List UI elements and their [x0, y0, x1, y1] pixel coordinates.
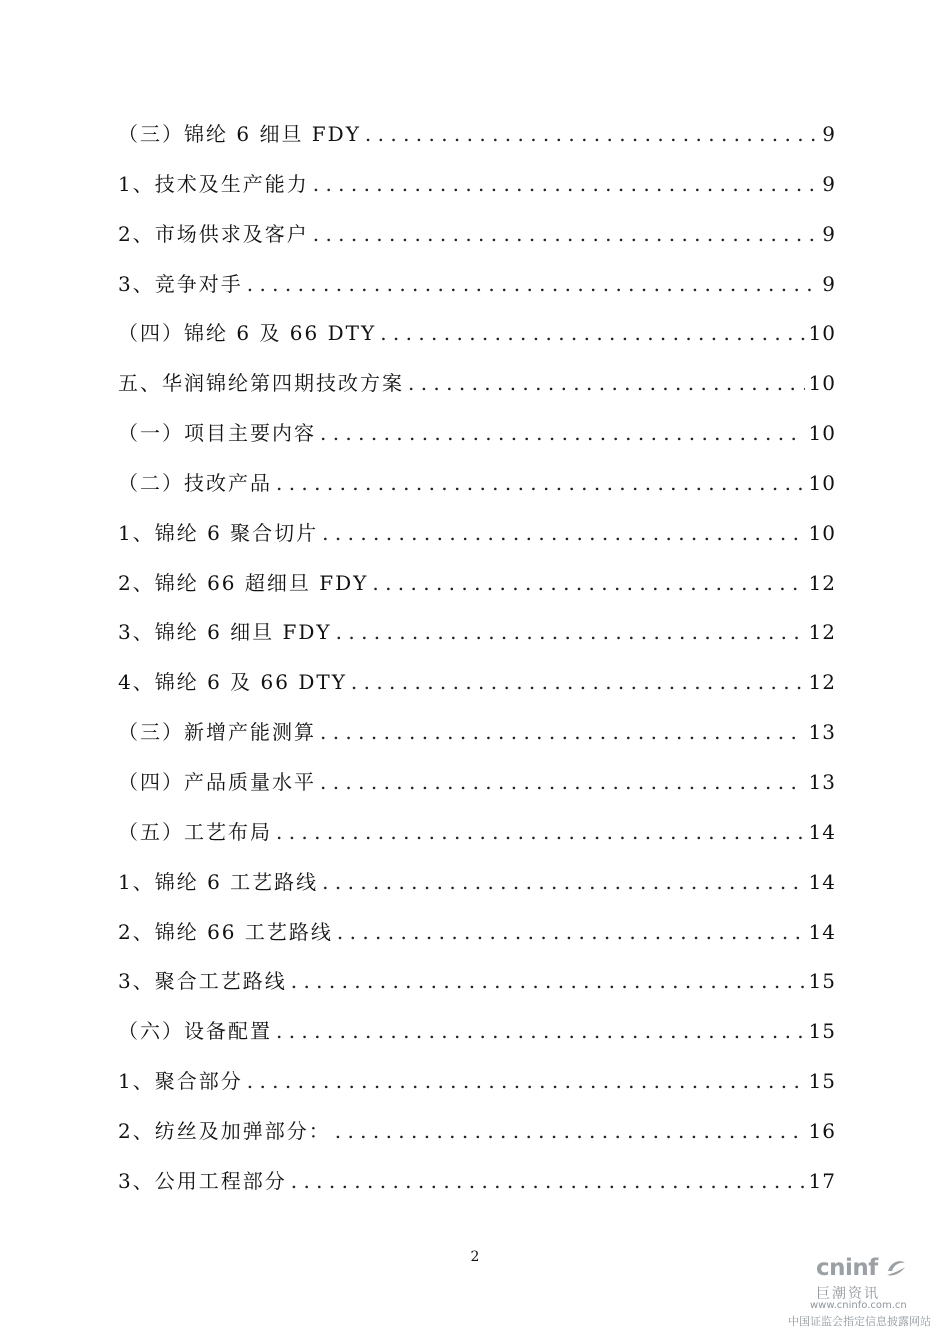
- toc-entry-title: 1、锦纶 6 聚合切片: [118, 520, 319, 545]
- toc-entry-title: 2、市场供求及客户: [118, 221, 309, 246]
- toc-entry[interactable]: [118, 608, 836, 658]
- toc-entry-page: 12: [808, 570, 836, 595]
- toc-entry-title: （六）设备配置: [118, 1019, 272, 1044]
- toc-dot-leader: [365, 110, 818, 160]
- toc-entry-title: （四）产品质量水平: [118, 769, 316, 794]
- watermark-logo-text: cninf: [816, 1255, 878, 1281]
- toc-entry-title: （三）锦纶 6 细旦 FDY: [118, 122, 361, 146]
- toc-entry-page: 10: [808, 321, 836, 346]
- toc-entry-page: 15: [808, 1019, 836, 1044]
- toc-entry-title: 1、聚合部分: [118, 1069, 243, 1094]
- toc-dot-leader: [372, 559, 804, 609]
- toc-entry-title: （一）项目主要内容: [118, 421, 316, 446]
- toc-entry[interactable]: [118, 409, 836, 459]
- toc-entry-title: 3、竞争对手: [118, 271, 243, 296]
- toc-dot-leader: [408, 359, 805, 409]
- toc-entry[interactable]: [118, 708, 836, 758]
- toc-entry-page: 15: [808, 969, 836, 994]
- watermark-name: 巨潮资讯: [816, 1286, 880, 1302]
- toc-entry[interactable]: [118, 509, 836, 559]
- toc-entry[interactable]: [118, 1107, 836, 1157]
- toc-dot-leader: [322, 509, 804, 559]
- toc-dot-leader: [247, 1057, 805, 1107]
- toc-entry-page: 17: [808, 1168, 836, 1193]
- toc-entry-page: 9: [822, 271, 836, 296]
- toc-dot-leader: [337, 908, 805, 958]
- toc-entry[interactable]: [118, 559, 836, 609]
- toc-entry-page: 9: [822, 221, 836, 246]
- toc-entry[interactable]: [118, 459, 836, 509]
- watermark-url: www.cninfo.com.cn: [810, 1300, 907, 1311]
- toc-entry[interactable]: [118, 858, 836, 908]
- toc-entry-title: （五）工艺布局: [118, 819, 272, 844]
- toc-dot-leader: [320, 708, 805, 758]
- toc-dot-leader: [320, 758, 805, 808]
- toc-entry-page: 9: [822, 171, 836, 196]
- toc-entry-title: 1、技术及生产能力: [118, 171, 309, 196]
- toc-dot-leader: [336, 608, 805, 658]
- toc-entry-title: 1、锦纶 6 工艺路线: [118, 869, 319, 894]
- toc-dot-leader: [313, 210, 819, 260]
- toc-entry-page: 10: [808, 520, 836, 545]
- cninfo-watermark: [780, 1255, 950, 1344]
- toc-dot-leader: [351, 658, 805, 708]
- toc-entry-page: 12: [808, 620, 836, 645]
- toc-entry-title: （三）新增产能测算: [118, 720, 316, 745]
- watermark-tagline: 中国证监会指定信息披露网站: [788, 1315, 931, 1328]
- toc-dot-leader: [276, 1007, 805, 1057]
- toc-entry[interactable]: [118, 110, 836, 160]
- toc-entry-page: 15: [808, 1069, 836, 1094]
- toc-entry-page: 13: [808, 720, 836, 745]
- toc-entry-title: 2、锦纶 66 超细旦 FDY: [118, 570, 369, 595]
- toc-dot-leader: [247, 260, 819, 310]
- toc-entry[interactable]: [118, 758, 836, 808]
- toc-entry-page: 13: [808, 769, 836, 794]
- toc-entry-title: 五、华润锦纶第四期技改方案: [118, 371, 404, 396]
- toc-entry[interactable]: [118, 908, 836, 958]
- toc-entry[interactable]: [118, 808, 836, 858]
- toc-entry-page: 9: [822, 122, 836, 146]
- toc-entry[interactable]: [118, 260, 836, 310]
- toc-dot-leader: [276, 459, 805, 509]
- toc-entry-page: 14: [808, 869, 836, 894]
- toc-entry[interactable]: [118, 1007, 836, 1057]
- toc-entry-title: 2、纺丝及加弹部分：: [118, 1118, 331, 1143]
- toc-entry[interactable]: [118, 160, 836, 210]
- toc-entry[interactable]: [118, 309, 836, 359]
- toc-entry[interactable]: [118, 1157, 836, 1207]
- toc-entry-page: 14: [808, 919, 836, 944]
- toc-entry-title: 4、锦纶 6 及 66 DTY: [118, 670, 347, 695]
- toc-dot-leader: [276, 808, 805, 858]
- toc-entry-page: 12: [808, 670, 836, 695]
- toc-entry[interactable]: [118, 1057, 836, 1107]
- toc-entry-title: 3、锦纶 6 细旦 FDY: [118, 620, 332, 645]
- toc-entry-title: 3、公用工程部分: [118, 1168, 287, 1193]
- page-number: 2: [470, 1249, 480, 1265]
- toc-entry-title: （四）锦纶 6 及 66 DTY: [118, 321, 377, 346]
- toc-dot-leader: [335, 1107, 805, 1157]
- swoosh-icon: [885, 1257, 907, 1279]
- toc-entry-title: 3、聚合工艺路线: [118, 969, 287, 994]
- toc-entry[interactable]: [118, 957, 836, 1007]
- toc-dot-leader: [313, 160, 819, 210]
- toc-entry-title: 2、锦纶 66 工艺路线: [118, 919, 333, 944]
- toc-entry-page: 16: [808, 1118, 836, 1143]
- toc-entry-page: 10: [808, 371, 836, 396]
- toc-dot-leader: [320, 409, 805, 459]
- toc-dot-leader: [380, 309, 804, 359]
- toc-entry-page: 10: [808, 421, 836, 446]
- toc-entry-title: （二）技改产品: [118, 470, 272, 495]
- table-of-contents: [118, 110, 836, 1207]
- toc-entry[interactable]: [118, 658, 836, 708]
- toc-entry-page: 10: [808, 470, 836, 495]
- toc-entry[interactable]: [118, 359, 836, 409]
- toc-dot-leader: [322, 858, 804, 908]
- toc-entry-page: 14: [808, 819, 836, 844]
- toc-dot-leader: [291, 1157, 805, 1207]
- toc-entry[interactable]: [118, 210, 836, 260]
- toc-dot-leader: [291, 957, 805, 1007]
